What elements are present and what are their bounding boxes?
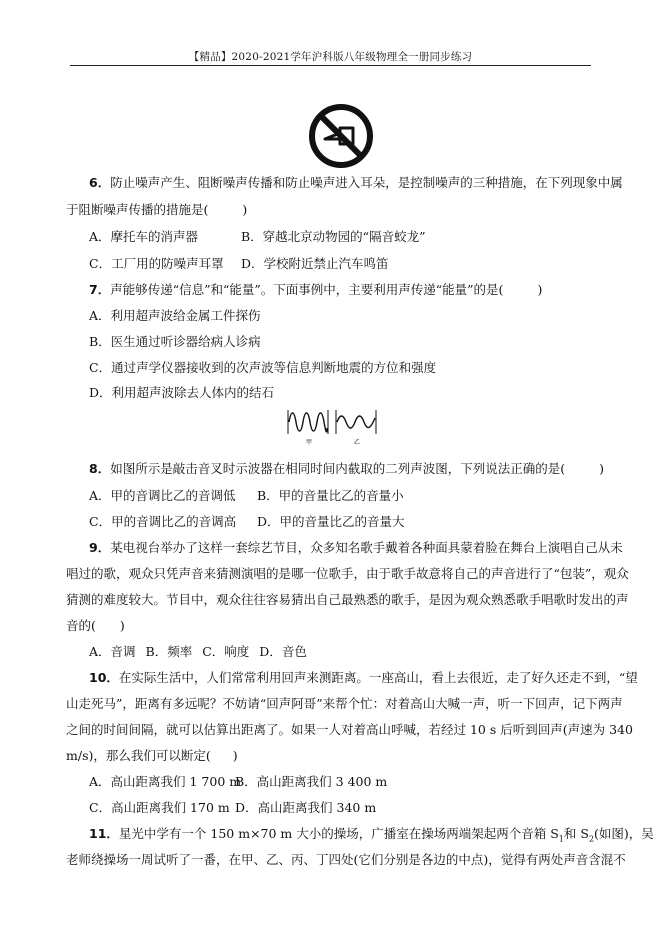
q6-stem-line2 [66, 202, 247, 218]
q9-stem-line4 [66, 618, 125, 634]
q11-stem-line1 [89, 826, 654, 848]
page-header: 【精品】2020-2021学年沪科版八年级物理全一册同步练习 [188, 51, 473, 63]
q7-option-d[interactable]: D．利用超声波除去人体内的结石 [89, 385, 275, 400]
wave-yi-diagram [336, 410, 376, 446]
q10-option-d[interactable]: D．高山距离我们 340 m [235, 800, 377, 815]
q7-option-a[interactable]: A．利用超声波给金属工件探伤 [89, 308, 261, 323]
q9-option-b[interactable]: B．频率 [145, 644, 193, 659]
q7-option-c[interactable]: C．通过声学仪器接收到的次声波等信息判断地震的方位和强度 [89, 360, 437, 375]
q6-number: 6． [89, 175, 111, 190]
q11-s2-subscript: 2 [588, 834, 595, 844]
q8-options-row2 [89, 514, 405, 530]
wave-jia-label: 甲 [306, 439, 313, 446]
q10-number: 10． [89, 670, 119, 685]
q9-option-a[interactable]: A．音调 [89, 644, 136, 659]
q8-close-paren: ) [599, 461, 604, 476]
q6-stem-text-1: 防止噪声产生、阻断噪声传播和防止噪声进入耳朵，是控制噪声的三种措施，在下列现象中属 [110, 175, 623, 190]
q11-stem-line2: 老师绕操场一周试听了一番，在甲、乙、丙、丁四处(它们分别是各边的中点)，觉得有两处声音含混不 [66, 852, 626, 867]
q11-stem-text-1a: 星光中学有一个 150 m×70 m 大小的操场，广播室在操场两端架起两个音箱 S [118, 826, 559, 841]
q7-stem-text-1: 声能够传递“信息”和“能量”。下面事例中，主要利用声传递“能量”的是( [110, 282, 504, 297]
q6-option-d[interactable]: D．学校附近禁止汽车鸣笛 [241, 256, 389, 271]
q8-options-row1 [89, 488, 404, 504]
q10-stem-line4 [66, 748, 238, 764]
sound-wave-figure [286, 404, 378, 446]
q9-option-c[interactable]: C．响度 [202, 644, 250, 659]
q7-number: 7． [89, 282, 111, 297]
wave-jia-diagram [288, 410, 328, 446]
q10-stem-text-1: 在实际生活中，人们常常利用回声来测距离。一座高山，看上去很近，走了好久还走不到，“望 [118, 670, 638, 685]
q10-stem-line1 [89, 670, 638, 686]
q11-stem-text-1b: 和 S [563, 826, 589, 841]
q6-option-c[interactable]: C．工厂用的防噪声耳罩 [89, 256, 224, 271]
q9-stem-text-4: 音的( [66, 618, 96, 633]
q10-close-paren: ) [232, 748, 238, 763]
q10-option-b[interactable]: B．高山距离我们 3 400 m [235, 774, 388, 789]
q9-stem-line2: 唱过的歌，观众只凭声音来猜测演唱的是哪一位歌手，由于歌手故意将自己的声音进行了“包装”，观众 [66, 566, 629, 581]
q7-stem-line1 [89, 282, 542, 298]
q9-stem-text-1: 某电视台举办了这样一套综艺节目，众多知名歌手戴着各种面具蒙着脸在舞台上演唱自己从未 [110, 540, 623, 555]
q10-stem-text-4: m/s)，那么我们可以断定( [66, 748, 211, 763]
q6-options-row1 [89, 229, 425, 245]
q10-option-a[interactable]: A．高山距离我们 1 700 m [89, 774, 242, 789]
q7-close-paren: ) [537, 282, 543, 297]
q6-stem-text-2: 于阻断噪声传播的措施是( [66, 202, 209, 217]
wave-yi-label: 乙 [354, 439, 361, 446]
q8-stem-line1 [89, 461, 604, 477]
q6-stem-line1 [89, 175, 623, 191]
q8-option-b[interactable]: B．甲的音量比乙的音量小 [257, 488, 404, 503]
q8-option-c[interactable]: C．甲的音调比乙的音调高 [89, 514, 237, 529]
q8-option-d[interactable]: D．甲的音量比乙的音量大 [257, 514, 405, 529]
q8-number: 8． [89, 461, 111, 476]
q11-number: 11． [89, 826, 119, 841]
header-divider [70, 65, 591, 66]
q6-option-a[interactable]: A．摩托车的消声器 [89, 229, 199, 244]
q7-option-b[interactable]: B．医生通过听诊器给病人诊病 [89, 334, 261, 349]
q6-options-row2 [89, 256, 389, 272]
q10-options-row1 [89, 774, 387, 790]
q10-option-c[interactable]: C．高山距离我们 170 m [89, 800, 230, 815]
q9-stem-line1 [89, 540, 623, 556]
q9-options-row [89, 644, 307, 660]
q10-options-row2 [89, 800, 376, 816]
q11-stem-text-1c: (如图)，吴 [594, 826, 654, 841]
q9-option-d[interactable]: D．音色 [259, 644, 307, 659]
q9-stem-line3: 猜测的难度较大。节目中，观众往往容易猜出自己最熟悉的歌手，是因为观众熟悉歌手唱歌时发出的声 [66, 592, 629, 607]
q11-s1-subscript: 1 [558, 834, 564, 844]
q6-option-b[interactable]: B．穿越北京动物园的“隔音蛟龙” [241, 229, 426, 244]
q8-stem-text-1: 如图所示是敲击音叉时示波器在相同时间内截取的二列声波图，下列说法正确的是( [110, 461, 566, 476]
no-honking-sign-icon [308, 103, 374, 169]
q10-stem-line2: 山走死马”，距离有多远呢？不妨请“回声阿哥”来帮个忙：对着高山大喊一声，听一下回声，记下两声 [66, 696, 623, 711]
q9-number: 9． [89, 540, 111, 555]
q10-stem-line3: 之间的时间间隔，就可以估算出距离了。如果一人对着高山呼喊，若经过 10 s 后听到回声(声速为 340 [66, 722, 633, 737]
q8-option-a[interactable]: A．甲的音调比乙的音调低 [89, 488, 236, 503]
q6-close-paren: ) [242, 202, 248, 217]
q9-close-paren: ) [119, 618, 125, 633]
